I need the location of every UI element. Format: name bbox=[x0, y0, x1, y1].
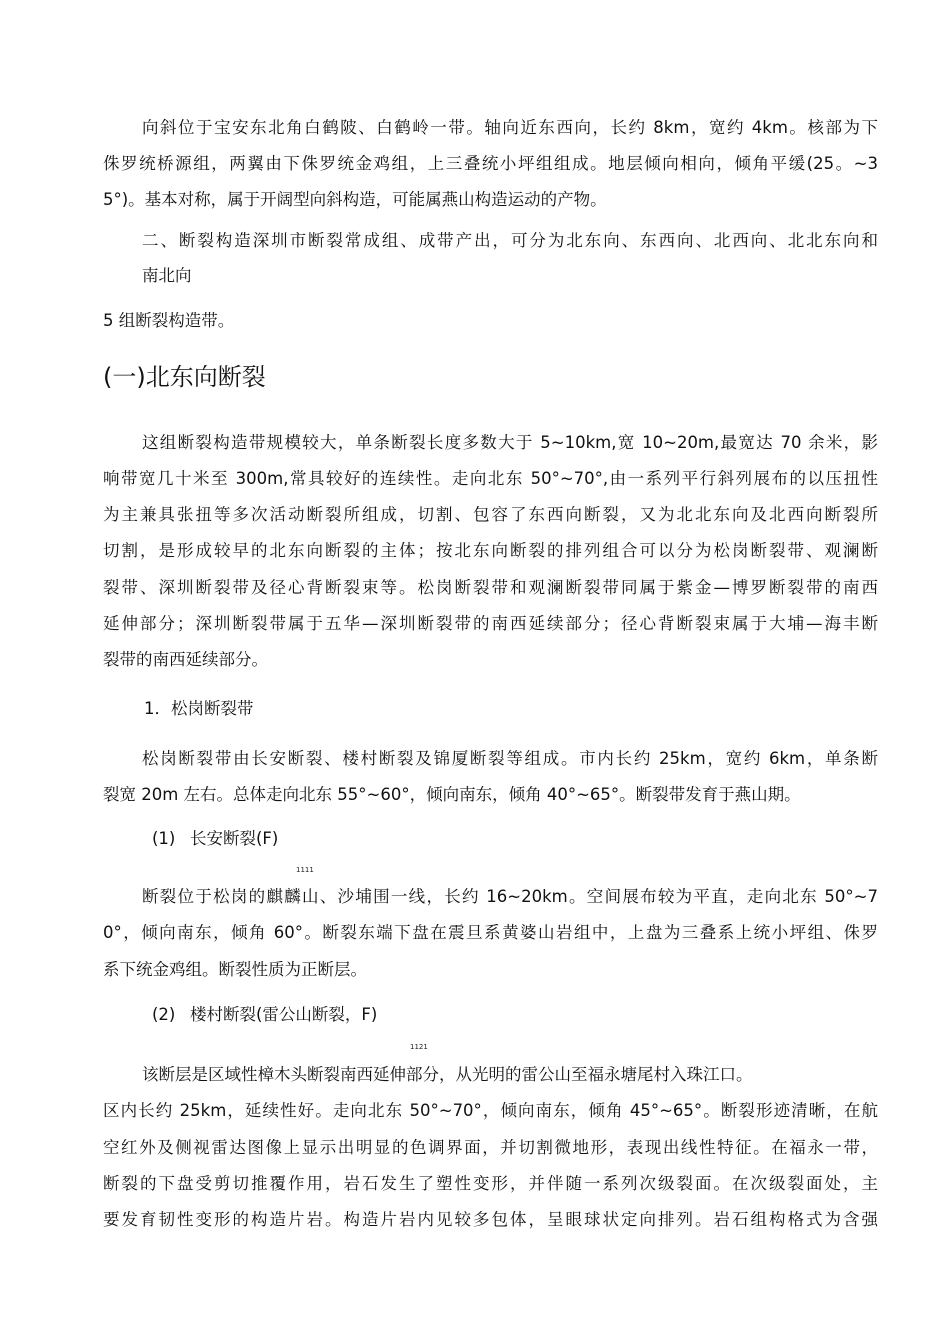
paragraph-line: 该断层是区域性樟木头断裂南西延伸部分，从光明的雷公山至福永塘尾村入珠江口。 bbox=[142, 1065, 753, 1084]
paragraph-line: 裂带的南西延续部分。 bbox=[103, 650, 268, 669]
paragraph-line: 侏罗统桥源组，两翼由下侏罗统金鸡组，上三叠统小坪组组成。地层倾向相向，倾角平缓(25。~3 bbox=[103, 154, 878, 173]
paragraph-line: 空红外及侧视雷达图像上显示出明显的色调界面，并切割微地形，表现出线性特征。在福永一带， bbox=[103, 1138, 878, 1157]
paragraph-line: 南北向 bbox=[142, 266, 192, 285]
paragraph-line: 系下统金鸡组。断裂性质为正断层。 bbox=[103, 960, 367, 979]
paragraph-line: 裂带、深圳断裂带及径心背断裂束等。松岗断裂带和观澜断裂带同属于紫金—博罗断裂带的南西 bbox=[103, 578, 878, 597]
paragraph-line: 向斜位于宝安东北角白鹤陂、白鹤岭一带。轴向近东西向，长约 8km，宽约 4km。核部为下 bbox=[142, 118, 878, 137]
paragraph-line: 响带宽几十米至 300m,常具较好的连续性。走向北东 50°~70°,由一系列平行斜列展布的以压扭性 bbox=[103, 469, 878, 488]
list-item-label: 楼村断裂(雷公山断裂，F) bbox=[190, 1005, 378, 1024]
list-item-number: (2) bbox=[152, 1005, 176, 1024]
paragraph-line: 裂宽 20m 左右。总体走向北东 55°~60°，倾向南东，倾角 40°~65°。断裂带发育于燕山期。 bbox=[103, 785, 801, 804]
paragraph-line: 区内长约 25km，延续性好。走向北东 50°~70°，倾向南东，倾角 45°~65°。断裂形迹清晰，在航 bbox=[103, 1101, 878, 1120]
paragraph-line: 切割，是形成较早的北东向断裂的主体；按北东向断裂的排列组合可以分为松岗断裂带、观澜断 bbox=[103, 541, 878, 560]
subscript-note: 1121 bbox=[410, 1043, 428, 1051]
section-heading: (一)北东向断裂 bbox=[103, 363, 266, 391]
list-item-label: 长安断裂(F) bbox=[190, 829, 279, 848]
paragraph-line: 5 组断裂构造带。 bbox=[103, 311, 235, 330]
paragraph-line: 5°)。基本对称，属于开阔型向斜构造，可能属燕山构造运动的产物。 bbox=[103, 190, 607, 209]
paragraph-line: 二、断裂构造深圳市断裂常成组、成带产出，可分为北东向、东西向、北西向、北北东向和 bbox=[142, 231, 878, 250]
paragraph-line: 延伸部分；深圳断裂带属于五华—深圳断裂带的南西延续部分；径心背断裂束属于大埔—海丰断 bbox=[103, 614, 878, 633]
list-item-number: (1) bbox=[152, 829, 176, 848]
subscript-note: 1111 bbox=[296, 866, 314, 874]
paragraph-line: 松岗断裂带由长安断裂、楼村断裂及锦厦断裂等组成。市内长约 25km，宽约 6km，单条断 bbox=[142, 749, 878, 768]
paragraph-line: 这组断裂构造带规模较大，单条断裂长度多数大于 5~10km,宽 10~20m,最宽达 70 余米，影 bbox=[142, 433, 878, 452]
paragraph-line: 断裂的下盘受剪切推覆作用，岩石发生了塑性变形，并伴随一系列次级裂面。在次级裂面处，主 bbox=[103, 1174, 878, 1193]
subsection-heading: 1．松岗断裂带 bbox=[144, 699, 254, 718]
paragraph-line: 为主兼具张扭等多次活动断裂所组成，切割、包容了东西向断裂，又为北北东向及北西向断裂所 bbox=[103, 505, 878, 524]
paragraph-line: 要发育韧性变形的构造片岩。构造片岩内见较多包体，呈眼球状定向排列。岩石组构格式为含强 bbox=[103, 1210, 878, 1229]
paragraph-line: 0°，倾向南东，倾角 60°。断裂东端下盘在震旦系黄婆山岩组中，上盘为三叠系上统小坪组、侏罗 bbox=[103, 923, 878, 942]
paragraph-line: 断裂位于松岗的麒麟山、沙埔围一线，长约 16~20km。空间展布较为平直，走向北东 50°~7 bbox=[142, 887, 878, 906]
